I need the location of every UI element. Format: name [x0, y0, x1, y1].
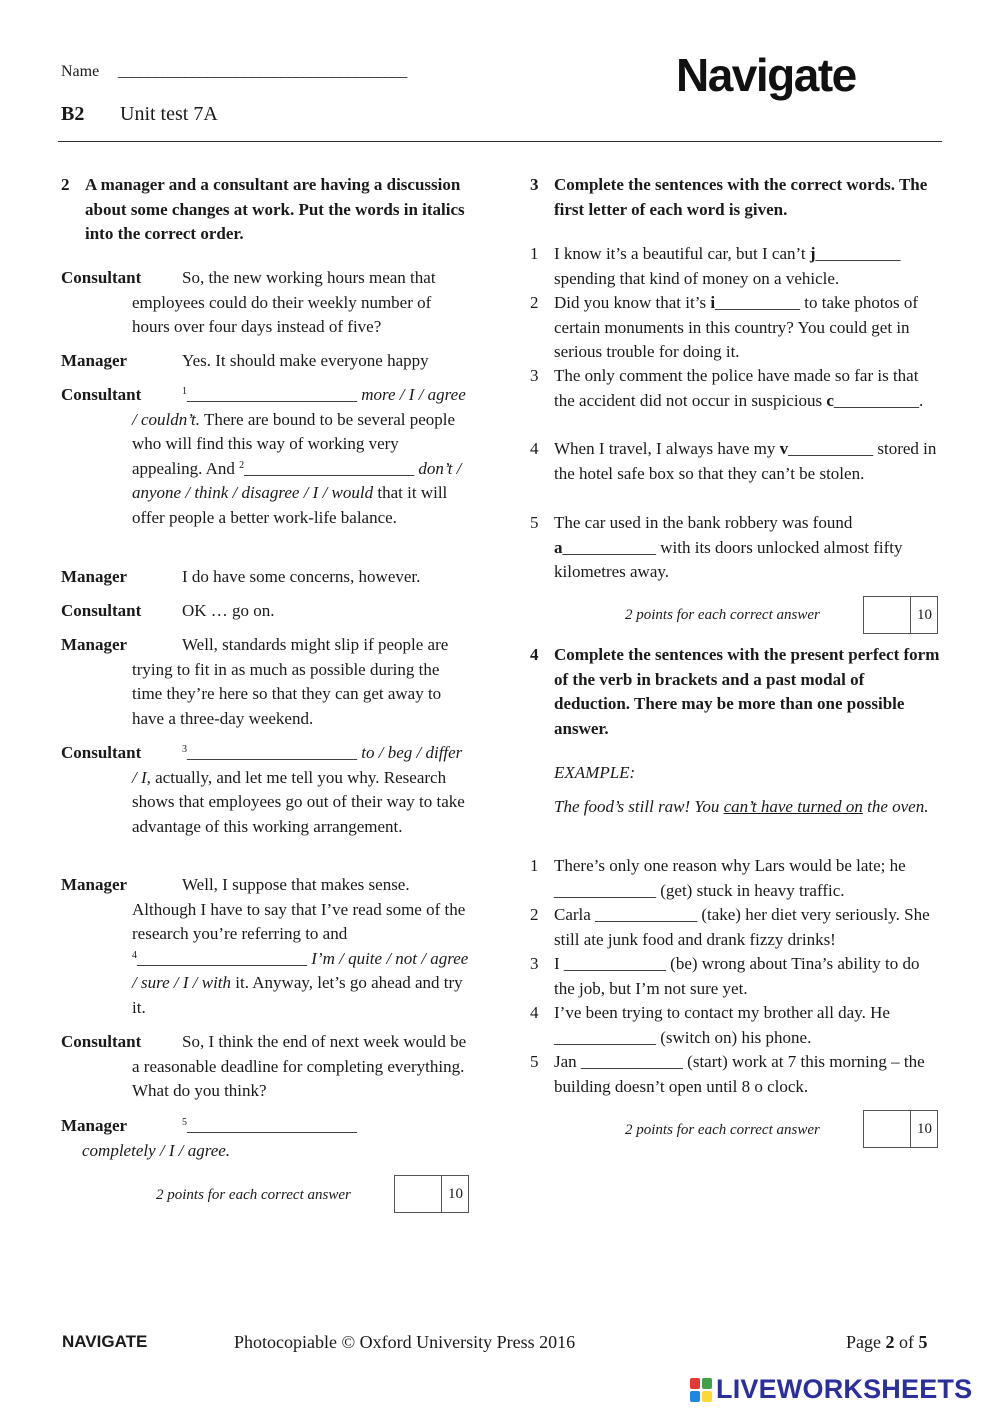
- dialogue-line: Manager Well, standards might slip if people are trying to fit in as much as possible during the time they’re here so that they can get away to have a three-day weekend.: [61, 635, 449, 728]
- score-input[interactable]: [864, 1111, 911, 1147]
- name-label: Name: [61, 63, 100, 80]
- answer-blank-1[interactable]: ____________________: [187, 385, 357, 404]
- answer-blank[interactable]: ____________: [563, 954, 666, 973]
- answer-blank-4[interactable]: ____________________: [137, 948, 307, 968]
- answer-blank[interactable]: ____________: [580, 1052, 683, 1071]
- answer-blank[interactable]: __________: [833, 390, 919, 410]
- dialogue-line: Manager Yes. It should make everyone happy: [61, 351, 429, 370]
- answer-blank-3[interactable]: ____________________: [187, 743, 357, 762]
- answer-blank[interactable]: __________: [715, 293, 801, 312]
- answer-blank-2[interactable]: ____________________: [244, 458, 415, 478]
- section4-instruction: 4 Complete the sentences with the present perfect form of the verb in brackets and a past modal of deduction. There may be more than one possible answer.: [530, 645, 940, 738]
- page-title: Unit test 7A: [120, 103, 218, 125]
- liveworksheets-icon: [690, 1378, 712, 1402]
- dialogue-line: Consultant So, I think the end of next week would be a reasonable deadline for completing everything. What do you think?: [61, 1032, 467, 1100]
- footer-brand: NAVIGATE: [62, 1332, 148, 1351]
- level-label: B2: [61, 103, 85, 125]
- score-box: 10: [394, 1175, 469, 1213]
- brand-logo: Navigate: [676, 49, 856, 101]
- points-label: 2 points for each correct answer: [156, 1187, 351, 1203]
- list-item: 3 The only comment the police have made so far is that the accident did not occur in suspicious c__________.: [530, 366, 924, 410]
- dialogue-line: Manager Well, I suppose that makes sense. Although I have to say that I’ve read some of the research you’re referring to and $^4$____________________ I’m / quite / not / agree / sure / I / with it. Anyway, let’s go ahead and try it.: [61, 875, 469, 1017]
- answer-blank[interactable]: ___________: [562, 537, 656, 557]
- answer-blank[interactable]: ____________: [595, 905, 698, 924]
- answer-blank[interactable]: ____________: [554, 1027, 656, 1047]
- points-label: 2 points for each correct answer: [625, 607, 820, 623]
- answer-blank[interactable]: ____________: [554, 880, 656, 900]
- score-box: 10: [863, 1110, 938, 1148]
- list-item: 2 Did you know that it’s i__________ to take photos of certain monuments in this country? You could get in serious trouble for doing it.: [530, 293, 919, 361]
- list-item: 2 Carla ____________ (take) her diet very seriously. She still ate junk food and drank fizzy drinks!: [530, 905, 930, 949]
- footer-copyright: Photocopiable © Oxford University Press 2016: [234, 1332, 576, 1352]
- list-item: 4 When I travel, I always have my v__________ stored in the hotel safe box so that they can’t be stolen.: [530, 439, 937, 483]
- dialogue-line: Manager I do have some concerns, however.: [61, 567, 421, 586]
- name-field[interactable]: _______________________________________: [118, 63, 407, 80]
- header-divider: [58, 141, 942, 142]
- page-number: Page 2 of 5: [846, 1332, 928, 1352]
- watermark-text: LIVEWORKSHEETS: [716, 1374, 973, 1404]
- score-input[interactable]: [864, 597, 911, 633]
- dialogue-line: Consultant So, the new working hours mean that employees could do their weekly number of hours over four days instead of five?: [61, 268, 436, 336]
- section3-instruction: 3 Complete the sentences with the correct words. The first letter of each word is given.: [530, 175, 928, 219]
- list-item: 4 I’ve been trying to contact my brother all day. He ____________ (switch on) his phone.: [530, 1003, 890, 1047]
- score-box: 10: [863, 596, 938, 634]
- dialogue-line: Consultant $^3$____________________ to / beg / differ / I, actually, and let me tell you why. Research shows that employees go out of their way to take advantage of this working arrangement.: [61, 743, 465, 836]
- list-item: 1 I know it’s a beautiful car, but I can’t j__________ spending that kind of money on a vehicle.: [530, 244, 901, 288]
- dialogue-line: Consultant OK … go on.: [61, 601, 275, 620]
- section2-instruction: 2 A manager and a consultant are having a discussion about some changes at work. Put the words in italics into the correct order.: [61, 175, 465, 243]
- dialogue-line: Manager $^5$____________________ completely / I / agree.: [61, 1116, 357, 1160]
- dialogue-line: Consultant $^1$____________________ more / I / agree / couldn’t. There are bound to be several people who will find this way of working very appealing. And $^2$____________________ don’t / anyone / think / disagree / I / would that it will offer people a better work-life balance.: [61, 385, 466, 527]
- example-sentence: The food’s still raw! You can’t have turned on the oven.: [554, 797, 929, 816]
- answer-blank-5[interactable]: ____________________: [187, 1116, 357, 1135]
- answer-blank[interactable]: __________: [815, 244, 901, 263]
- answer-blank[interactable]: __________: [788, 439, 874, 458]
- points-label: 2 points for each correct answer: [625, 1122, 820, 1138]
- list-item: 5 Jan ____________ (start) work at 7 this morning – the building doesn’t open until 8 o clock.: [530, 1052, 925, 1096]
- list-item: 5 The car used in the bank robbery was found a___________ with its doors unlocked almost fifty kilometres away.: [530, 513, 903, 581]
- score-input[interactable]: [395, 1176, 442, 1212]
- list-item: 1 There’s only one reason why Lars would be late; he ____________ (get) stuck in heavy traffic.: [530, 856, 906, 900]
- list-item: 3 I ____________ (be) wrong about Tina’s ability to do the job, but I’m not sure yet.: [530, 954, 920, 998]
- example-label: EXAMPLE:: [554, 763, 636, 782]
